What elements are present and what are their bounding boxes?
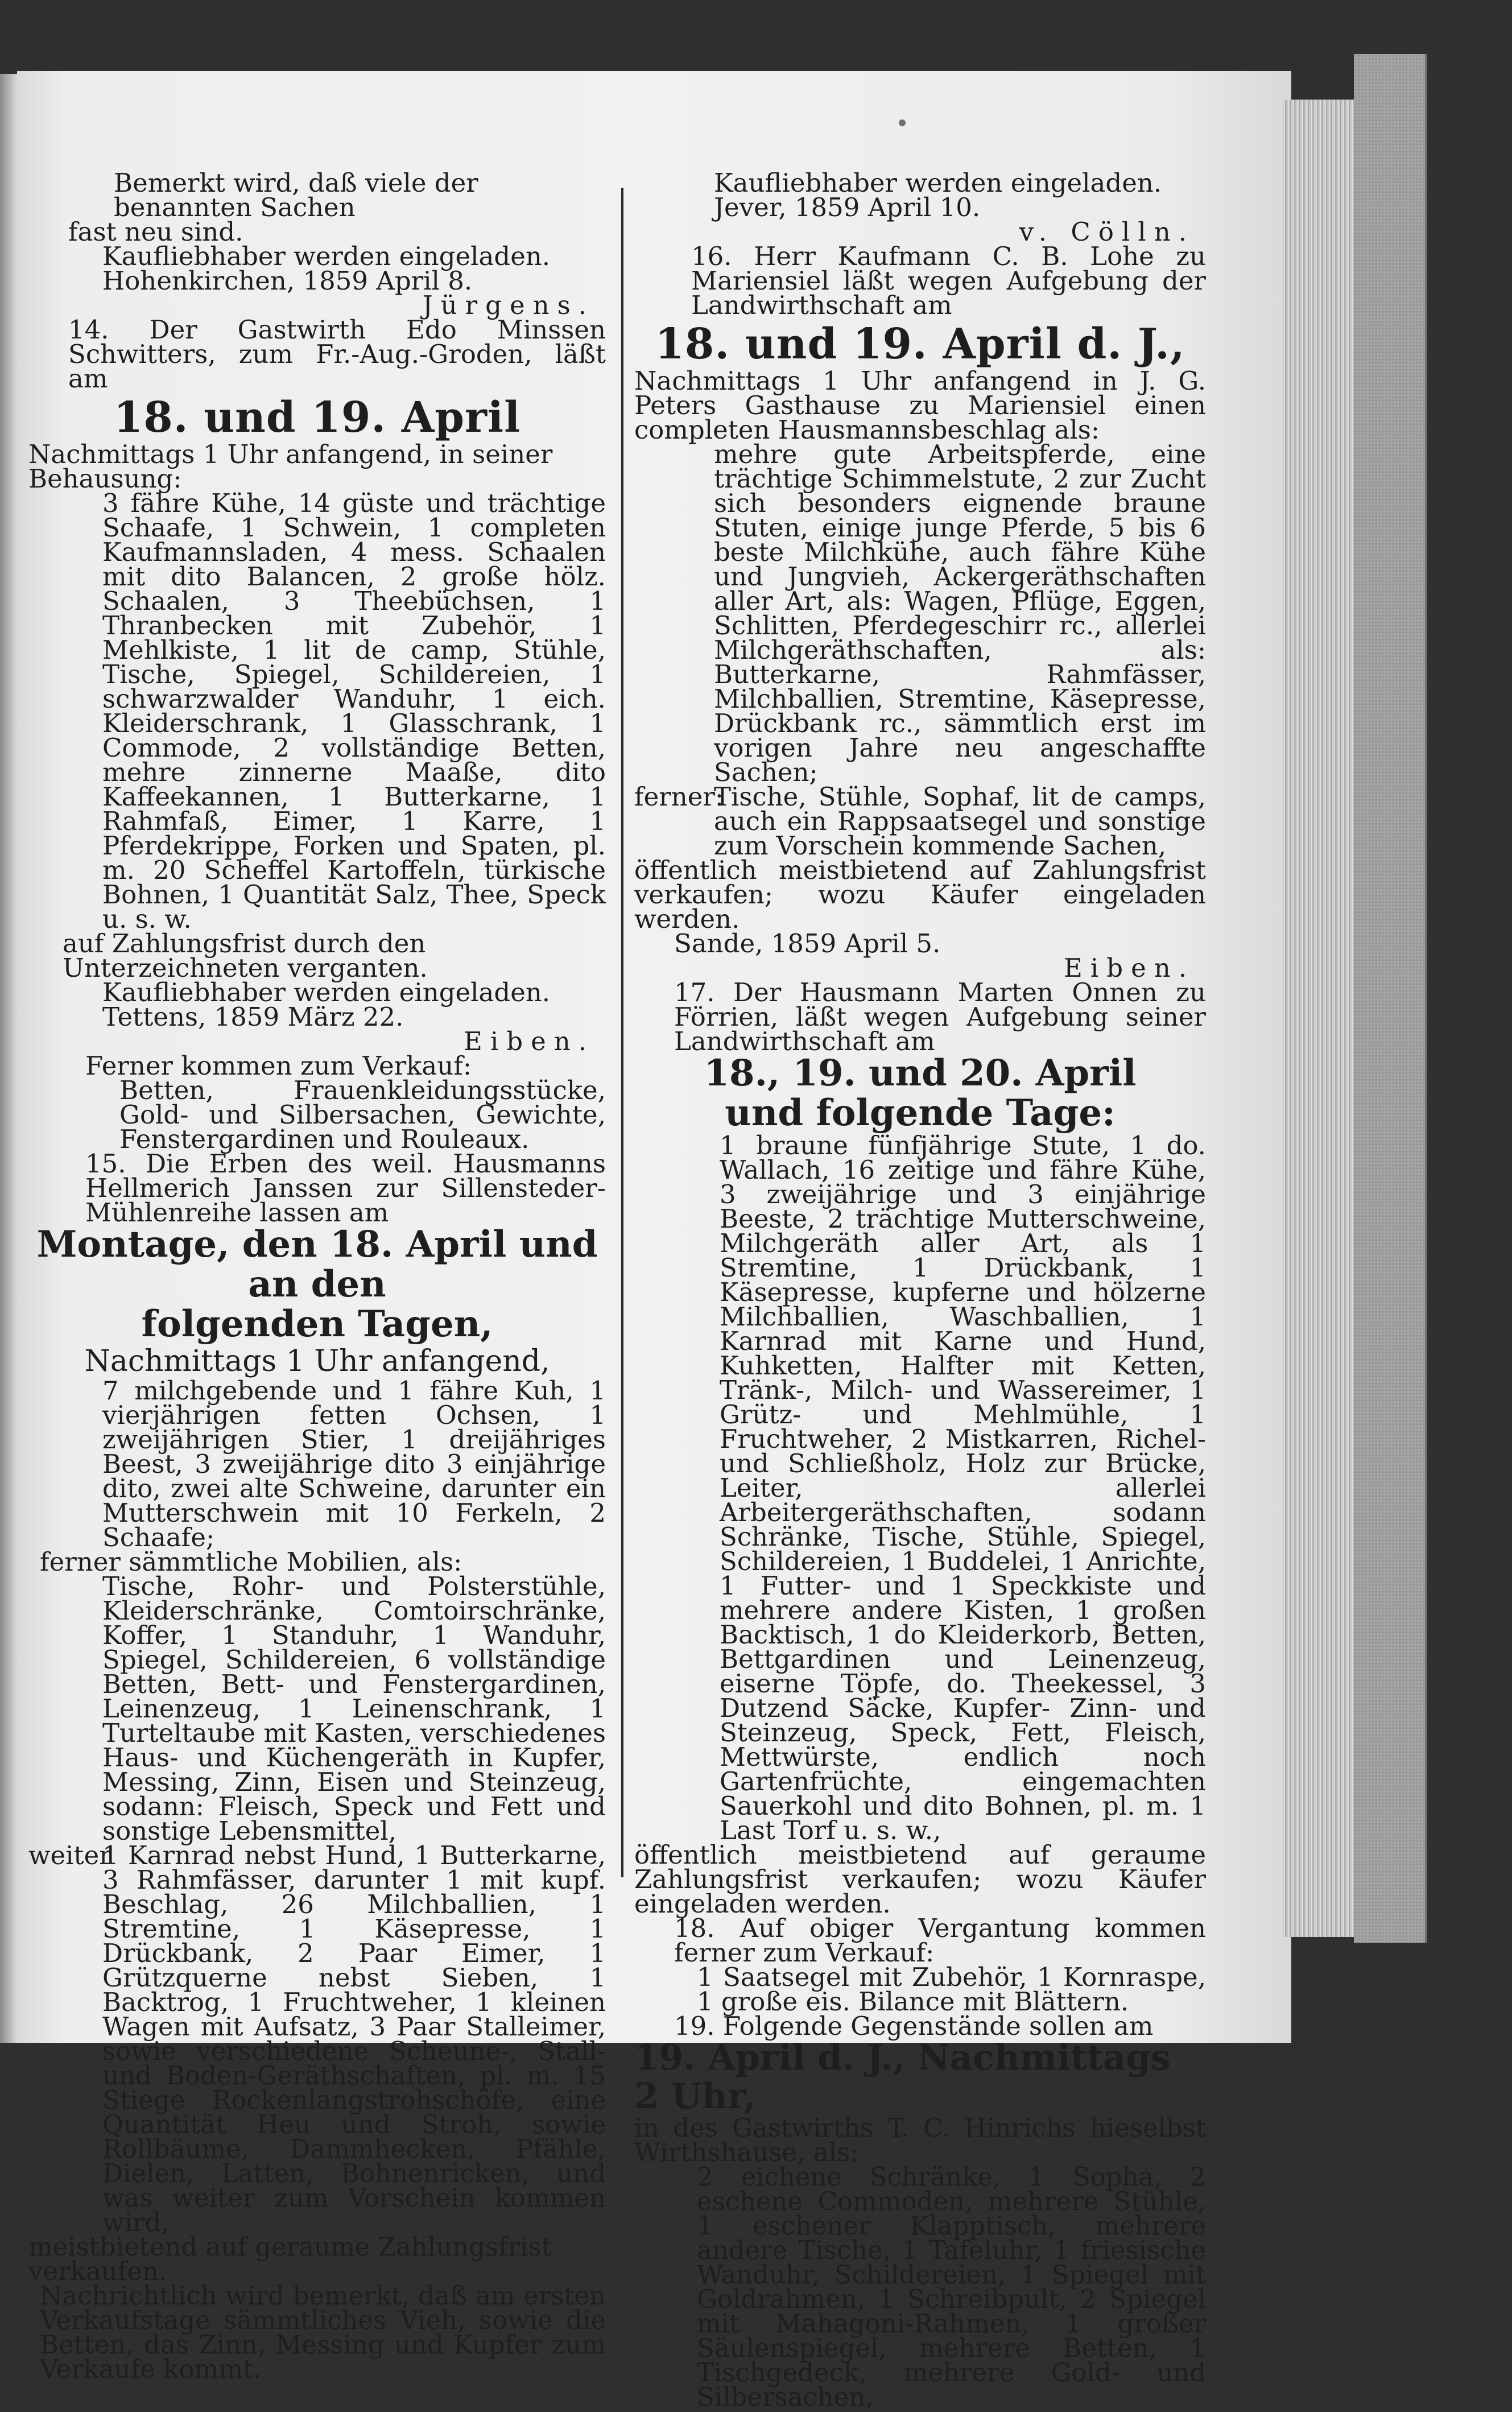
notice-place-date: Tettens, 1859 März 22.: [102, 1002, 404, 1032]
notice-items: 2 eichene Schränke, 1 Sopha, 2 eschene Commoden, mehrere Stühle, 1 eschener Klapptisch, mehrere andere Tische, 1 Tafeluhr, 1 friesische Wanduhr, Schildereien, 1 Spiegel mit Goldrahmen, 1 Schreibpult, 2 Spiegel mit Mahagoni-Rahmen, 1 großer Säulenspiegel, mehrere Betten, 1 Tischgedeck, mehrere Gold- und Silbersachen,: [697, 2162, 1206, 2412]
notice-also-items: Betten, Frauenkleidungsstücke, Gold- und Silbersachen, Gewichte, Fenstergardinen und Rouleaux.: [119, 1075, 606, 1154]
notice-14: [28, 315, 606, 1154]
notice-intro: 14. Der Gastwirth Edo Minssen Schwitters, zum Fr.-Aug.-Groden, läßt am: [68, 315, 606, 394]
notice-15: [28, 1149, 606, 2384]
notice-date: 18., 19. und 20. April: [704, 1052, 1137, 1095]
right-column: [634, 168, 1206, 2412]
notice-intro: 18. Auf obiger Vergantung kommen ferner zum Verkauf:: [674, 1913, 1206, 1968]
notice-terms: auf Zahlungsfrist durch den Unterzeichneten verganten.: [63, 928, 428, 983]
notice-note: Nachrichtlich wird bemerkt, daß am ersten Verkaufstage sämmtliches Vieh, sowie die Betten, das Zinn, Messing und Kupfer zum Verkaufe kommt.: [40, 2281, 606, 2384]
notice-also: Ferner kommen zum Verkauf:: [85, 1051, 472, 1081]
column-divider: [621, 188, 623, 1877]
notice-time: Nachmittags 1 Uhr anfangend,: [84, 1344, 550, 1378]
notice-items: 1 Saatsegel mit Zubehör, 1 Kornraspe, 1 große eis. Bilance mit Blättern.: [697, 1962, 1206, 2017]
notice-ferner: Tische, Stühle, Sophaf, lit de camps, auch ein Rappsaatsegel und sonstige zum Vorschein kommende Sachen,: [714, 782, 1206, 861]
text-line: Kaufliebhaber werden eingeladen.: [714, 168, 1162, 198]
notice-terms: meistbietend auf geraume Zahlungsfrist verkaufen.: [28, 2232, 552, 2286]
notice-place-date: Sande, 1859 April 5.: [674, 928, 941, 959]
notice-intro: 17. Der Hausmann Marten Onnen zu Förrien, läßt wegen Aufgebung seiner Landwirthschaft am: [674, 977, 1206, 1056]
notice-items: mehre gute Arbeitspferde, eine trächtige Schimmelstute, 2 zur Zucht sich besonders eignende braune Stuten, einige junge Pferde, 5 bis 6 beste Milchkühe, auch fähre Kühe und Jungvieh, Ackergeräthschaften aller Art, als: Wagen, Pflüge, Eggen, Schlitten, Pferdegeschirr rc., allerlei Milchgeräthschaften, als: Butterkarne, Rahmfässer, Milchballien, Stremtine, Käsepresse, Drückbank rc., sämmtlich erst im vorigen Jahre neu angeschaffte Sachen;: [714, 439, 1206, 787]
notice-terms: öffentlich meistbietend auf geraume Zahlungsfrist verkaufen; wozu Käufer eingeladen werden.: [634, 1840, 1206, 1919]
notice-ferner-block: [634, 782, 1206, 861]
notice-date: 18. und 19. April d. J.,: [655, 320, 1185, 369]
notice-items: 3 fähre Kühe, 14 güste und trächtige Schaafe, 1 Schwein, 1 completen Kaufmannsladen, 4 mess. Schaalen mit dito Balancen, 2 große hölz. Schaalen, 3 Theebüchsen, 1 Thranbecken mit Zubehör, 1 Mehlkiste, 1 lit de camp, Stühle, Tische, Spiegel, Schildereien, 1 schwarzwalder Wanduhr, 1 eich. Kleiderschrank, 1 Glasschrank, 1 Commode, 2 vollständige Betten, mehre zinnerne Maaße, dito Kaffeekannen, 1 Butterkarne, 1 Rahmfaß, Eimer, 1 Karre, 1 Pferdekrippe, Forken und Spaten, pl. m. 20 Scheffel Kartoffeln, türkische Bohnen, 1 Quantität Salz, Thee, Speck u. s. w.: [102, 488, 606, 934]
notice-17: [634, 977, 1206, 1919]
notice-date: und folgende Tage:: [725, 1092, 1116, 1134]
signature: Eiben.: [464, 1026, 594, 1056]
text-line: Jever, 1859 April 10.: [714, 192, 981, 222]
notice-weiter-label: weiter: [28, 1840, 111, 1870]
text-line: Hohenkirchen, 1859 April 8.: [102, 266, 473, 296]
notice-items: 1 braune fünfjährige Stute, 1 do. Wallach, 16 zeitige und fähre Kühe, 3 zweijährige und 3 einjährige Beeste, 2 trächtige Mutterschweine, Milchgeräth aller Art, als 1 Stremtine, 1 Drückbank, 1 Käsepresse, kupferne und hölzerne Milchballien, Waschballien, 1 Karnrad mit Karne und Hund, Kuhketten, Halfter mit Ketten, Tränk-, Milch- und Wassereimer, 1 Grütz- und Mehlmühle, 1 Fruchtweher, 2 Mistkarren, Richel- und Schließholz, Holz zur Brücke, Leiter, allerlei Arbeitergeräthschaften, sodann Schränke, Tische, Stühle, Spiegel, Schildereien, 1 Buddelei, 1 Anrichte, 1 Futter- und 1 Speckkiste und mehrere andere Kisten, 1 großen Backtisch, 1 do Kleiderkorb, Betten, Bettgardinen und Leinenzeug, eiserne Töpfe, do. Theekessel, 3 Dutzend Säcke, Kupfer- Zinn- und Steinzeug, Speck, Fett, Fleisch, Mettwürste, endlich noch Gartenfrüchte, eingemachten Sauerkohl und dito Bohnen, pl. m. 1 Last Torf u. s. w.,: [720, 1130, 1206, 1845]
notice-intro: 15. Die Erben des weil. Hausmanns Hellmerich Janssen zur Sillensteder-Mühlenreihe lassen am: [85, 1149, 606, 1228]
notice-date: 19. April d. J., Nachmittags 2 Uhr,: [634, 2037, 1171, 2117]
signature: Jürgens.: [422, 290, 594, 320]
text-line: Kaufliebhaber werden eingeladen.: [102, 241, 551, 271]
notice-weiter-block: [28, 1840, 606, 2237]
signature: Eiben.: [1064, 953, 1195, 983]
ink-spot: [899, 119, 906, 126]
notice-intro: 19. Folgende Gegenstände sollen am: [674, 2011, 1154, 2041]
page-block-edge: [1283, 100, 1362, 1937]
notice-date: Montage, den 18. April und an den: [36, 1223, 598, 1306]
notice-terms: öffentlich meistbietend auf Zahlungsfrist verkaufen; wozu Käufer eingeladen werden.: [634, 855, 1206, 934]
notice-place: in des Gastwirths T. C. Hinrichs hieselbst Wirthshause, als:: [634, 2113, 1206, 2167]
notice-intro: 16. Herr Kaufmann C. B. Lohe zu Mariensiel läßt wegen Aufgebung der Landwirthschaft am: [691, 241, 1206, 320]
text-line: Bemerkt wird, daß viele der benannten Sachen: [114, 168, 478, 222]
notice-16: [634, 241, 1206, 983]
signature: v. Cölln.: [1019, 217, 1195, 247]
notice-18: [634, 1913, 1206, 2017]
notice-19: [634, 2011, 1206, 2412]
left-column: [28, 168, 606, 2384]
notice-invite: Kaufliebhaber werden eingeladen.: [102, 977, 551, 1007]
notice-weiter: 1 Karnrad nebst Hund, 1 Butterkarne, 3 Rahmfässer, darunter 1 mit kupf. Beschlag, 26 Milchballien, 1 Stremtine, 1 Käsepresse, 1 Drückbank, 2 Paar Eimer, 1 Grützquerne nebst Sieben, 1 Backtrog, 1 Fruchtweher, 1 kleinen Wagen mit Aufsatz, 3 Paar Stalleimer, sowie verschiedene Scheune-, Stall- und Boden-Geräthschaften, pl. m. 15 Stiege Rockenlangstrohschöfe, eine Quantität Heu und Stroh, sowie Rollbäume, Dammhecken, Pfähle, Dielen, Latten, Bohnenricken, und was weiter zum Vorschein kommen wird,: [102, 1840, 606, 2237]
notice-time: Nachmittags 1 Uhr anfangend, in seiner Behausung:: [28, 439, 553, 494]
notice-date: 18. und 19. April: [113, 393, 521, 442]
notice-time: Nachmittags 1 Uhr anfangend in J. G. Peters Gasthause zu Mariensiel einen completen Hausmannsbeschlag als:: [634, 366, 1206, 445]
book-cover-edge: [1354, 54, 1427, 1943]
notice-mobilien: Tische, Rohr- und Polsterstühle, Kleiderschränke, Comtoirschränke, Koffer, 1 Standuhr, 1 Wanduhr, Spiegel, Schildereien, 6 vollständige Betten, Bett- und Fenstergardinen, Leinenzeug, 1 Leinenschrank, 1 Turteltaube mit Kasten, verschiedenes Haus- und Küchengeräth in Kupfer, Messing, Zinn, Eisen und Steinzeug, sodann: Fleisch, Speck und Fett und sonstige Lebensmittel,: [102, 1571, 606, 1846]
notice-ferner-label: ferner:: [634, 782, 724, 812]
text-line: fast neu sind.: [68, 217, 243, 247]
notice-items: 7 milchgebende und 1 fähre Kuh, 1 vierjährigen fetten Ochsen, 1 zweijährigen Stier, 1 dreijähriges Beest, 3 zweijährige dito 3 einjährige dito, zwei alte Schweine, darunter ein Mutterschwein mit 10 Ferkeln, 2 Schaafe;: [102, 1376, 606, 1552]
notice-date: folgenden Tagen,: [141, 1303, 493, 1345]
notice-ferner: ferner sämmtliche Mobilien, als:: [40, 1547, 462, 1577]
